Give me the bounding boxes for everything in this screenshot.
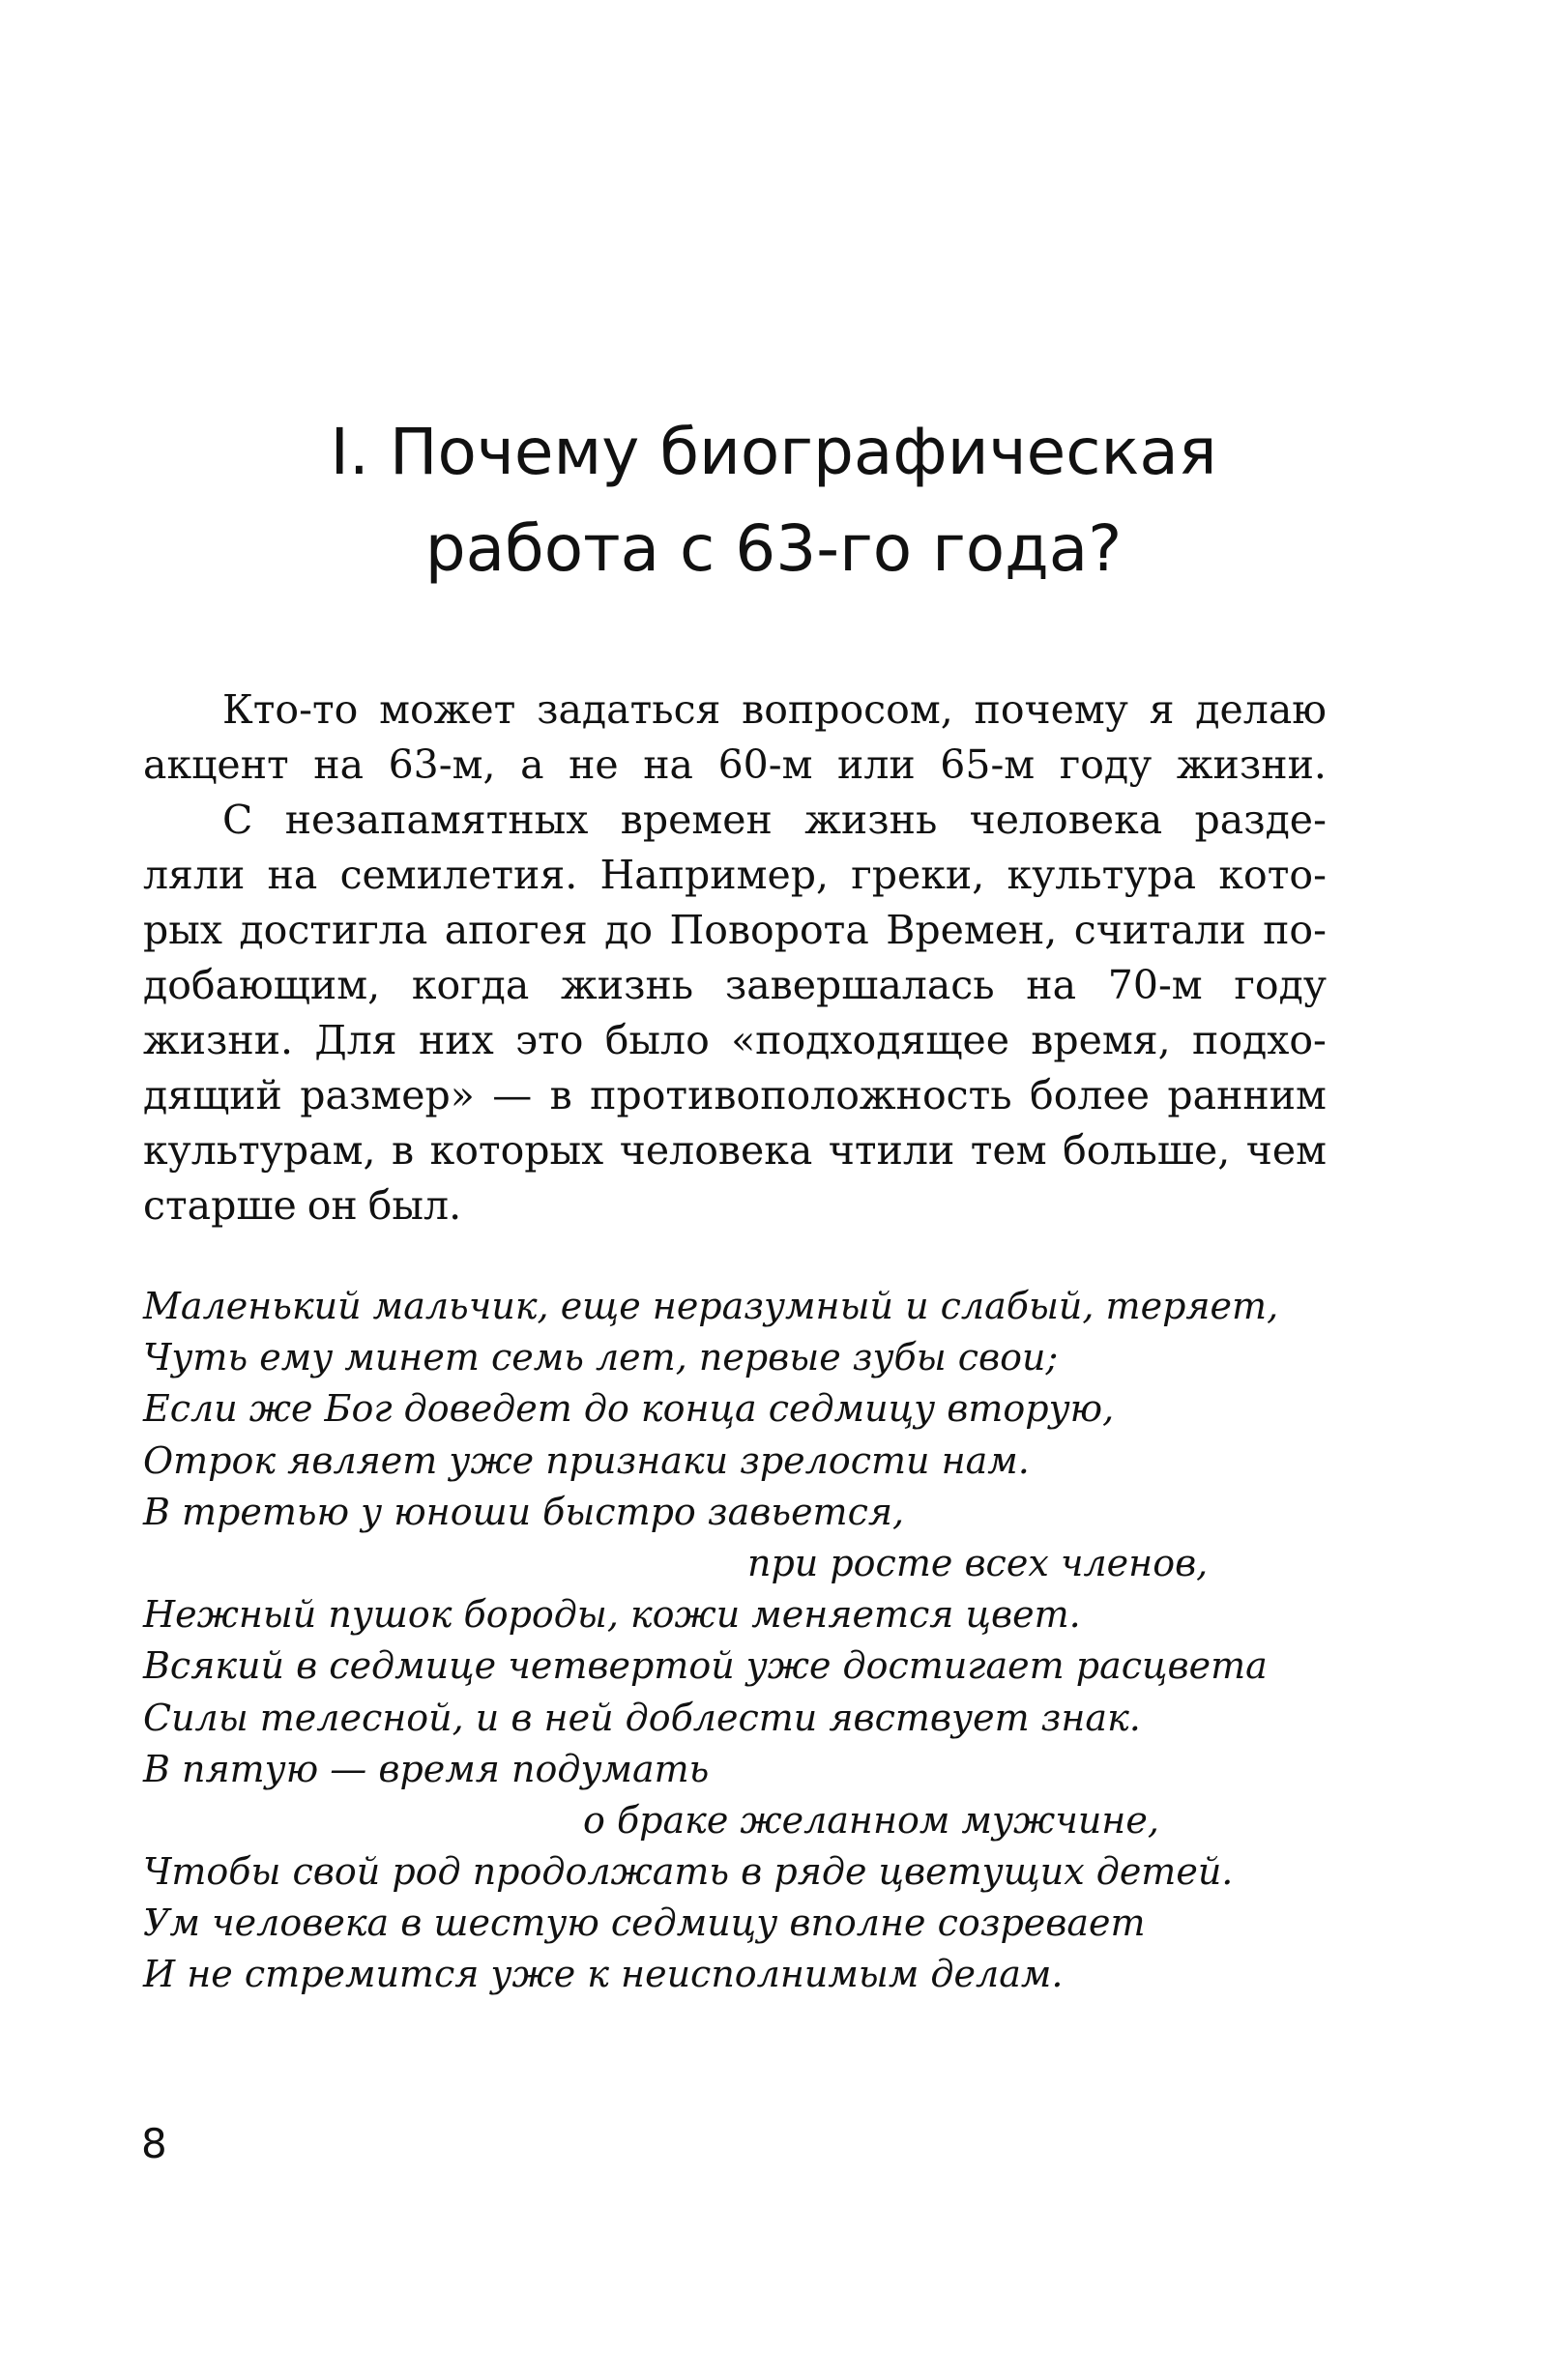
word: которых	[429, 1127, 604, 1174]
word: С	[222, 797, 253, 843]
word: он	[306, 1182, 358, 1229]
word: человека	[969, 797, 1163, 843]
word: Кто-то	[222, 686, 359, 733]
word: году	[1234, 962, 1327, 1008]
body-line	[143, 1123, 1327, 1178]
word: больше,	[1063, 1127, 1231, 1174]
poem-line-continuation: при росте всех членов,	[747, 1541, 1209, 1584]
poem-line: Нежный пушок бороды, кожи меняется цвет.	[143, 1593, 1081, 1637]
word: может	[379, 686, 516, 733]
word: противоположность	[590, 1072, 1012, 1118]
poem-line: Чтобы свой род продолжать в ряде цветущих детей.	[143, 1850, 1234, 1894]
word: на	[1026, 962, 1077, 1008]
word: акцент	[143, 741, 289, 788]
poem-line: Ум человека в шестую седмицу вполне созревает	[143, 1901, 1146, 1945]
word: время,	[1031, 1017, 1171, 1063]
word: я	[1149, 686, 1175, 733]
word: по-	[1263, 907, 1327, 953]
word: 60-м	[717, 741, 813, 788]
word: это	[515, 1017, 584, 1063]
word: размер»	[300, 1072, 475, 1118]
body-line	[143, 903, 1327, 958]
word: культурам,	[143, 1127, 376, 1174]
word: чем	[1245, 1127, 1327, 1174]
word: было	[604, 1017, 710, 1063]
word: ранним	[1167, 1072, 1327, 1118]
word: на	[313, 741, 365, 788]
word: а	[520, 741, 544, 788]
word: жизнь	[561, 962, 694, 1008]
body-line	[143, 958, 1327, 1013]
word: старше	[143, 1182, 297, 1229]
word: 65-м	[940, 741, 1036, 788]
word: ляли	[143, 852, 246, 898]
word: разде-	[1194, 797, 1327, 843]
word: жизнь	[804, 797, 938, 843]
poem-line: Силы телесной, и в ней доблести явствует знак.	[143, 1696, 1141, 1739]
body-line	[143, 738, 1327, 793]
word: чтили	[828, 1127, 955, 1174]
chapter-title-line-1: I. Почему биографическая	[330, 415, 1217, 489]
word: жизни.	[1176, 741, 1327, 788]
body-paragraphs	[143, 682, 1327, 1234]
word: человека	[619, 1127, 813, 1174]
word: Поворота	[669, 907, 869, 953]
word: завершалась	[724, 962, 995, 1008]
poem-line-continuation: о браке желанном мужчине,	[583, 1798, 1159, 1842]
body-line	[143, 1013, 1327, 1068]
word: не	[569, 741, 619, 788]
poem-block	[143, 1281, 1381, 2001]
word: —	[492, 1072, 533, 1118]
word: делаю	[1195, 686, 1327, 733]
word: Времен,	[886, 907, 1058, 953]
word: был.	[367, 1182, 462, 1229]
word: культура	[1007, 852, 1197, 898]
word: жизни.	[143, 1017, 294, 1063]
word: добающим,	[143, 962, 381, 1008]
word: достигла	[239, 907, 428, 953]
word: незапамятных	[284, 797, 589, 843]
poem-line: В пятую — время подумать	[143, 1747, 710, 1790]
word: более	[1030, 1072, 1150, 1118]
word: «подходящее	[731, 1017, 1009, 1063]
word: апогея	[444, 907, 588, 953]
word: тем	[970, 1127, 1047, 1174]
poem-line: Маленький мальчик, еще неразумный и слабый, теряет,	[143, 1285, 1279, 1327]
chapter-title-line-2: работа с 63-го года?	[424, 511, 1123, 586]
word: семилетия.	[339, 852, 578, 898]
word: в	[549, 1072, 572, 1118]
word: в	[392, 1127, 415, 1174]
word: считали	[1073, 907, 1246, 953]
word: них	[418, 1017, 494, 1063]
word: греки,	[851, 852, 985, 898]
poem-line: И не стремится уже к неисполнимым делам.	[143, 1953, 1064, 1996]
word: когда	[411, 962, 530, 1008]
page-number: 8	[141, 2120, 167, 2167]
word: вопросом,	[742, 686, 953, 733]
word: году	[1059, 741, 1153, 788]
body-line	[143, 793, 1327, 848]
body-line	[143, 1068, 1327, 1123]
word: на	[643, 741, 694, 788]
word: до	[604, 907, 654, 953]
word: Для	[314, 1017, 397, 1063]
poem-line: Всякий в седмице четвертой уже достигает расцвета	[143, 1644, 1268, 1688]
poem-line: Чуть ему минет семь лет, первые зубы свои;	[143, 1336, 1059, 1379]
word: времен	[620, 797, 773, 843]
word: дящий	[143, 1072, 282, 1118]
word: 63-м,	[388, 741, 496, 788]
body-line	[143, 848, 1327, 903]
poem-line: В третью у юноши быстро завьется,	[143, 1490, 905, 1533]
word: рых	[143, 907, 222, 953]
word: или	[837, 741, 916, 788]
word: задаться	[537, 686, 721, 733]
word: кото-	[1218, 852, 1327, 898]
word: почему	[974, 686, 1128, 733]
word: 70-м	[1107, 962, 1203, 1008]
body-line	[143, 1178, 1327, 1234]
word: подхо-	[1192, 1017, 1327, 1063]
word: на	[267, 852, 318, 898]
word: Например,	[599, 852, 830, 898]
body-line	[143, 682, 1327, 738]
poem-line: Отрок являет уже признаки зрелости нам.	[143, 1438, 1030, 1482]
poem-line: Если же Бог доведет до конца седмицу вторую,	[143, 1387, 1115, 1431]
